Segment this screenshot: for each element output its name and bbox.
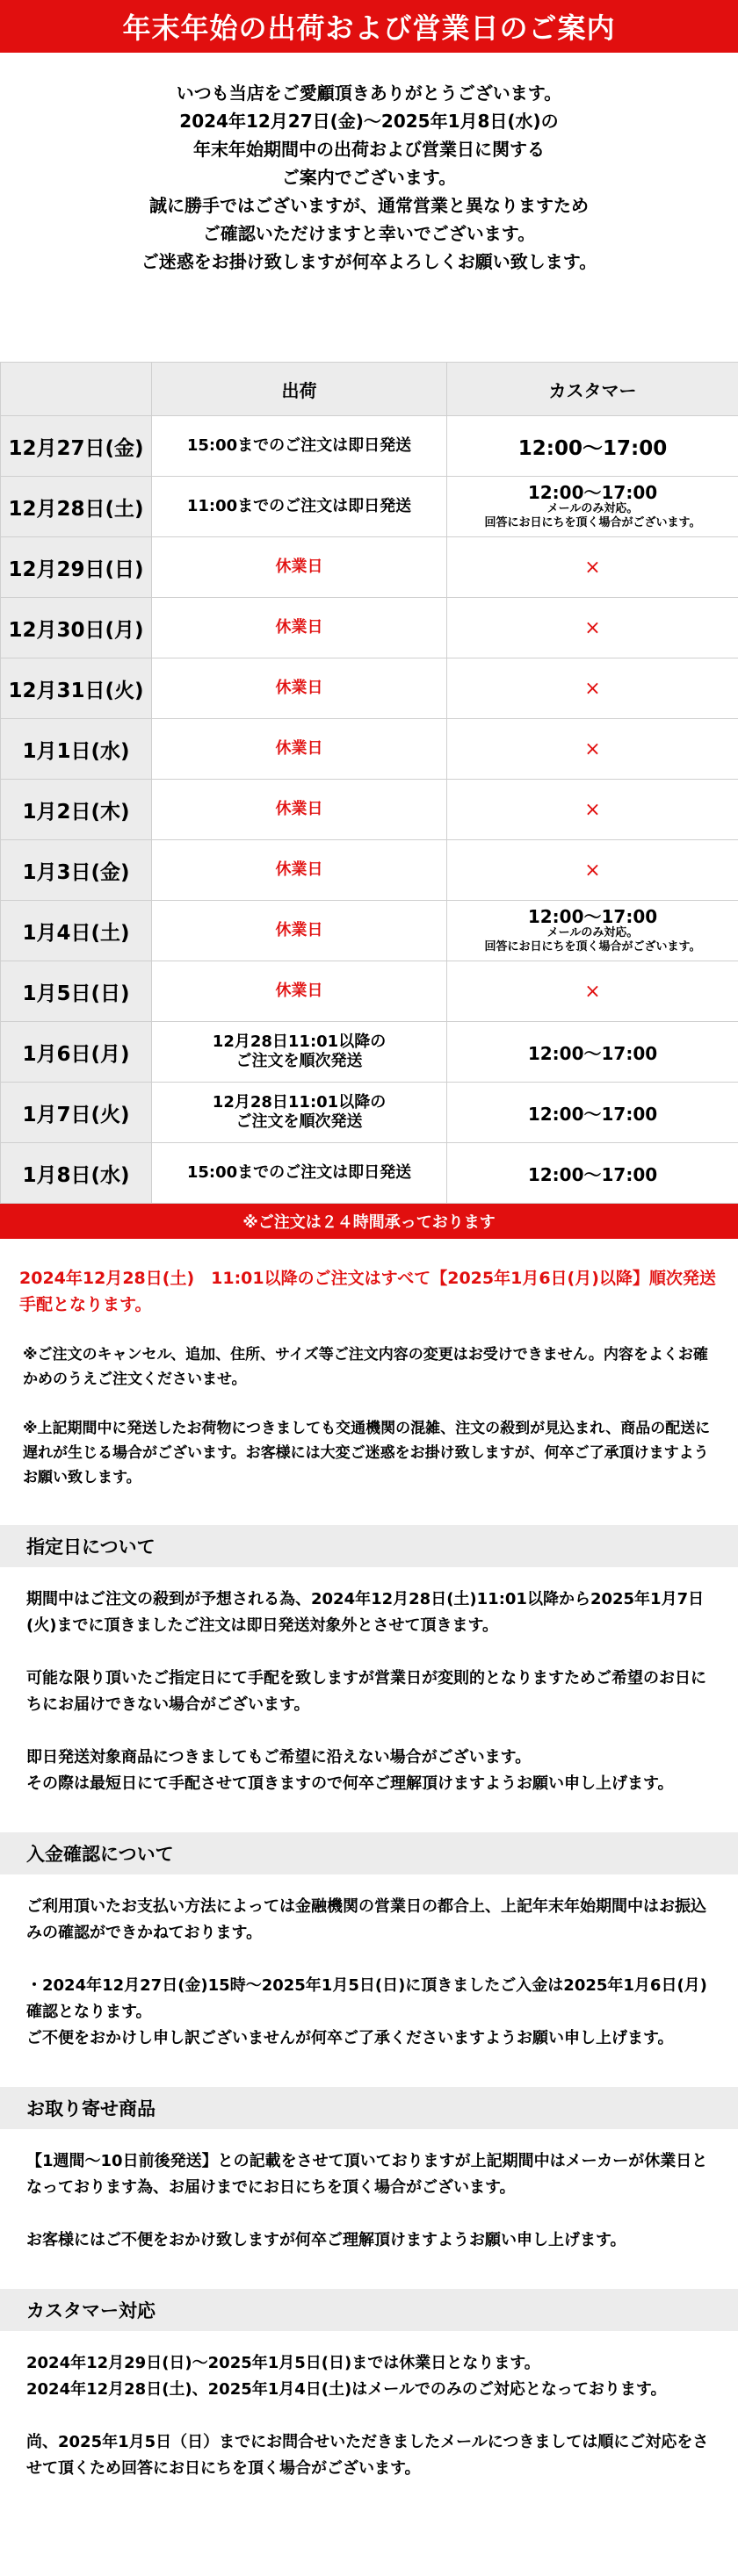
row-customer: 12:00～17:00 bbox=[447, 1143, 738, 1204]
section-paragraph: 【1週間～10日前後発送】との記載をさせて頂いておりますが上記期間中はメーカーが休業日となっております為、お届けまでにお日にちを頂く場合がございます。 bbox=[26, 2152, 708, 2197]
row-date: 1月2日(木) bbox=[1, 780, 152, 840]
row-shipping: 15:00までのご注文は即日発送 bbox=[152, 416, 447, 477]
row-customer: 12:00～17:00 bbox=[447, 1083, 738, 1143]
column-header-customer: カスタマー bbox=[447, 363, 738, 416]
table-row bbox=[1, 719, 738, 780]
row-date: 12月28日(土) bbox=[1, 477, 152, 537]
table-row bbox=[1, 598, 738, 658]
row-shipping: 休業日 bbox=[152, 598, 447, 658]
notes-section bbox=[0, 1342, 738, 1490]
schedule-table bbox=[0, 362, 738, 1204]
row-customer bbox=[447, 901, 738, 961]
intro-line: ご確認いただけますと幸いでございます。 bbox=[202, 223, 536, 244]
section-heading: 指定日について bbox=[0, 1525, 738, 1567]
row-date: 12月27日(金) bbox=[1, 416, 152, 477]
row-date: 1月8日(水) bbox=[1, 1143, 152, 1204]
row-customer: × bbox=[447, 780, 738, 840]
section-paragraph: 期間中はご注文の殺到が予想される為、2024年12月28日(土)11:01以降から2025年1月7日(火)までに頂きましたご注文は即日発送対象外とさせて頂きます。 bbox=[26, 1590, 705, 1635]
row-date: 1月7日(火) bbox=[1, 1083, 152, 1143]
table-row bbox=[1, 961, 738, 1022]
row-customer: × bbox=[447, 961, 738, 1022]
page-title: 年末年始の出荷および営業日のご案内 bbox=[122, 11, 616, 45]
row-customer: × bbox=[447, 719, 738, 780]
intro-line: いつも当店をご愛顧頂きありがとうございます。 bbox=[176, 83, 562, 104]
table-header-row bbox=[1, 363, 738, 416]
section-body bbox=[0, 2350, 738, 2482]
intro-line: 2024年12月27日(金)～2025年1月8日(水)の bbox=[179, 111, 559, 132]
section-heading: 入金確認について bbox=[0, 1832, 738, 1874]
row-date: 1月4日(土) bbox=[1, 901, 152, 961]
section-body bbox=[0, 1587, 738, 1797]
section-paragraph: 2024年12月29日(日)～2025年1月5日(日)までは休業日となります。 2024年12月28日(土)、2025年1月4日(土)はメールでのみのご対応となっております。 bbox=[26, 2354, 667, 2399]
row-shipping: 休業日 bbox=[152, 901, 447, 961]
customer-mail-note: メールのみ対応。 bbox=[546, 926, 639, 939]
row-customer: 12:00～17:00 bbox=[447, 1022, 738, 1083]
note-paragraph: ※上記期間中に発送したお荷物につきましても交通機関の混雑、注文の殺到が見込まれ、商品の配送に遅れが生じる場合がございます。お客様には大変ご迷惑をお掛け致しますが、何卒ご了承頂けますようお願い致します。 bbox=[23, 1420, 711, 1486]
row-shipping: 12月28日11:01以降の ご注文を順次発送 bbox=[152, 1083, 447, 1143]
intro-line: 誠に勝手ではございますが、通常営業と異なりますため bbox=[149, 195, 589, 216]
table-row bbox=[1, 1083, 738, 1143]
order-24h-note bbox=[0, 1204, 738, 1239]
section-body bbox=[0, 2148, 738, 2254]
row-date: 1月6日(月) bbox=[1, 1022, 152, 1083]
row-shipping: 12月28日11:01以降の ご注文を順次発送 bbox=[152, 1022, 447, 1083]
table-row bbox=[1, 840, 738, 901]
table-row bbox=[1, 1143, 738, 1204]
section-paragraph: 即日発送対象商品につきましてもご希望に沿えない場合がございます。 その際は最短日にて手配させて頂きますので何卒ご理解頂けますようお願い申し上げます。 bbox=[26, 1748, 674, 1793]
customer-hours: 12:00～17:00 bbox=[527, 482, 658, 503]
table-row bbox=[1, 477, 738, 537]
column-header-shipping: 出荷 bbox=[152, 363, 447, 416]
section-paragraph: ・2024年12月27日(金)15時～2025年1月5日(日)に頂きましたご入金は2025年1月6日(月)確認となります。 ご不便をおかけし申し訳ございませんが何卒ご了承くださいますようお願い申し上げます。 bbox=[26, 1976, 707, 2047]
info-sections bbox=[0, 1525, 738, 2482]
table-row bbox=[1, 780, 738, 840]
table-row bbox=[1, 1022, 738, 1083]
row-customer bbox=[447, 477, 738, 537]
table-row bbox=[1, 416, 738, 477]
row-date: 12月30日(月) bbox=[1, 598, 152, 658]
table-row bbox=[1, 901, 738, 961]
customer-hours: 12:00～17:00 bbox=[527, 906, 658, 927]
order-24h-note-text: ※ご注文は２４時間承っております bbox=[242, 1213, 496, 1232]
row-date: 12月31日(火) bbox=[1, 658, 152, 719]
schedule-table-body bbox=[1, 416, 738, 1204]
row-customer: × bbox=[447, 658, 738, 719]
customer-mail-note: メールのみ対応。 bbox=[546, 502, 639, 515]
row-shipping: 休業日 bbox=[152, 537, 447, 598]
section-body bbox=[0, 1894, 738, 2052]
row-date: 1月5日(日) bbox=[1, 961, 152, 1022]
section-paragraph: ご利用頂いたお支払い方法によっては金融機関の営業日の都合上、上記年末年始期間中はお振込みの確認ができかねております。 bbox=[26, 1897, 706, 1942]
row-shipping: 休業日 bbox=[152, 840, 447, 901]
row-date: 1月1日(水) bbox=[1, 719, 152, 780]
row-customer: × bbox=[447, 537, 738, 598]
customer-mail-note: 回答にお日にちを頂く場合がございます。 bbox=[484, 940, 701, 953]
section-heading: お取り寄せ商品 bbox=[0, 2087, 738, 2129]
intro-line: ご迷惑をお掛け致しますが何卒よろしくお願い致します。 bbox=[141, 251, 597, 272]
intro-line: 年末年始期間中の出荷および営業日に関する bbox=[193, 139, 545, 160]
row-shipping: 15:00までのご注文は即日発送 bbox=[152, 1143, 447, 1204]
row-customer: × bbox=[447, 598, 738, 658]
column-header-date bbox=[1, 363, 152, 416]
row-shipping: 11:00までのご注文は即日発送 bbox=[152, 477, 447, 537]
row-date: 12月29日(日) bbox=[1, 537, 152, 598]
row-customer: × bbox=[447, 840, 738, 901]
note-paragraph: ※ご注文のキャンセル、追加、住所、サイズ等ご注文内容の変更はお受けできません。内容をよくお確かめのうえご注文くださいませ。 bbox=[23, 1346, 708, 1388]
intro-line: ご案内でございます。 bbox=[281, 167, 457, 188]
table-row bbox=[1, 658, 738, 719]
row-shipping: 休業日 bbox=[152, 719, 447, 780]
intro-message bbox=[0, 53, 738, 362]
customer-mail-note: 回答にお日にちを頂く場合がございます。 bbox=[484, 516, 701, 529]
row-customer: 12:00～17:00 bbox=[447, 416, 738, 477]
row-shipping: 休業日 bbox=[152, 780, 447, 840]
row-date: 1月3日(金) bbox=[1, 840, 152, 901]
section-heading: カスタマー対応 bbox=[0, 2289, 738, 2331]
section-paragraph: 可能な限り頂いたご指定日にて手配を致しますが営業日が変則的となりますためご希望のお日にちにお届けできない場合がございます。 bbox=[26, 1669, 706, 1714]
page-title-banner bbox=[0, 0, 738, 53]
shipping-notice: 2024年12月28日(土) 11:01以降のご注文はすべて【2025年1月6日(月)以降】順次発送手配となります。 bbox=[19, 1269, 716, 1314]
section-paragraph: お客様にはご不便をおかけ致しますが何卒ご理解頂けますようお願い申し上げます。 bbox=[26, 2231, 626, 2249]
row-shipping: 休業日 bbox=[152, 961, 447, 1022]
table-row bbox=[1, 537, 738, 598]
section-paragraph: 尚、2025年1月5日（日）までにお問合せいただきましたメールにつきましては順にご対応をさせて頂くため回答にお日にちを頂く場合がございます。 bbox=[26, 2433, 709, 2478]
row-shipping: 休業日 bbox=[152, 658, 447, 719]
